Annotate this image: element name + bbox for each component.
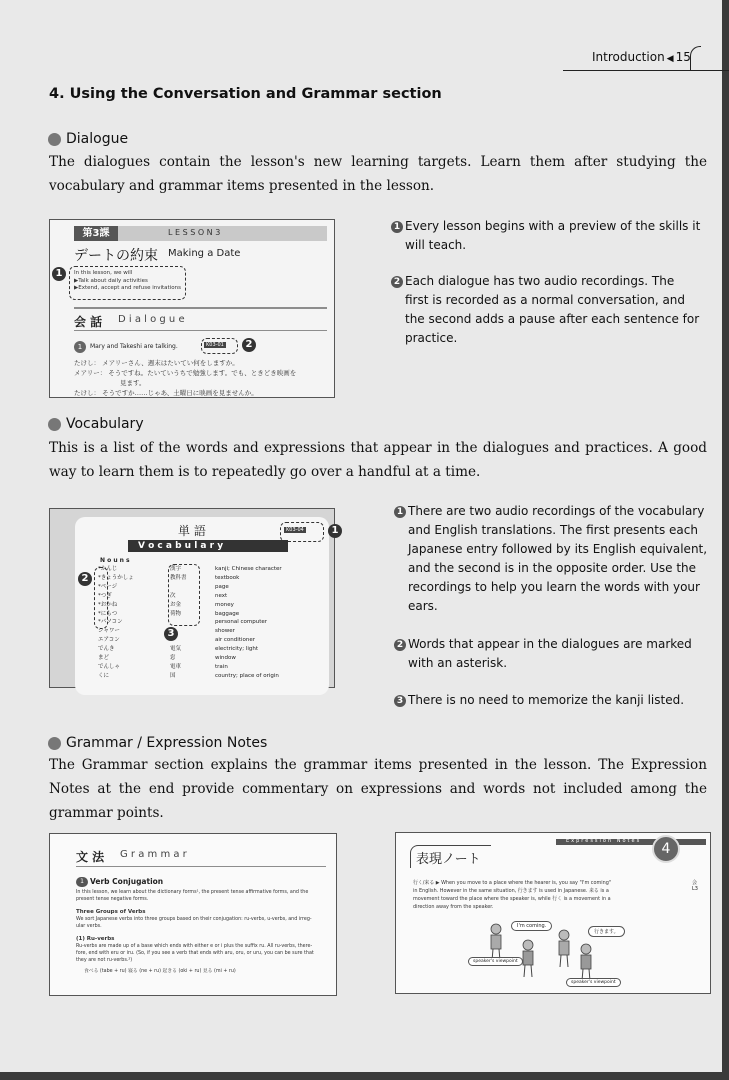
page-header (592, 50, 691, 64)
vocab-note-2: 2 Words that appear in the dialogues are marked with an asterisk. (394, 635, 714, 673)
vocab-row: *きょうかしょ 教科書 textbook (98, 574, 240, 581)
grammar-word: G r a m m a r (120, 849, 187, 860)
vocab-row: *にもつ 荷物 baggage (98, 610, 240, 617)
vocabulary-paragraph: This is a list of the words and expressions that appear in the dialogues and practices. A good way to learn them is to repeatedly go over a handful at a time. (49, 440, 707, 480)
vocab-note-1: 1 There are two audio recordings of the vocabulary and English translations. The first presents each Japanese entry followed by its English equivalent, and the second is in the opposite order. Use the recordings to help you learn the words with your ears. (394, 502, 714, 616)
grammar-section-title: Verb Conjugation (90, 877, 164, 886)
vocab-row: でんき 電気 electricity; light (98, 646, 259, 653)
vocab-row: *つぎ 次 next (98, 592, 228, 599)
dialogue-paragraph: The dialogues contain the lesson's new learning targets. Learn them after studying the vocabulary and grammar items presented in the lesson. (49, 154, 707, 194)
speech-bubble-1: I'm coming. (511, 921, 552, 931)
audio-label: K03-04 (286, 527, 304, 533)
vocab-row: くに 国 country; place of origin (98, 672, 279, 679)
expression-badge: 4 (652, 835, 680, 863)
marker-2: 2 (78, 572, 92, 586)
nouns-label: N o u n s (100, 557, 130, 564)
note-number-3: 3 (394, 695, 406, 707)
tango-label: 単 語 (178, 524, 206, 538)
dialogue-title-en: Making a Date (168, 248, 241, 259)
marker-1: 1 (328, 524, 342, 538)
vocab-row: *おかね お金 money (98, 601, 234, 608)
lesson-word: L E S S O N 3 (168, 228, 221, 237)
vocab-row: まど 窓 window (98, 655, 236, 662)
marker-1: 1 (52, 267, 66, 281)
vocab-row: でんしゃ 電車 train (98, 663, 228, 670)
marker-3: 3 (164, 627, 178, 641)
marker-2: 2 (242, 338, 256, 352)
note-number-2: 2 (394, 639, 406, 651)
speech-bubble-2: 行きます。 (588, 926, 625, 937)
lesson-marker: 会 L3 (692, 880, 698, 892)
note-number-1: 1 (394, 506, 406, 518)
expression-title: 表現ノート (416, 852, 481, 867)
note-number-1: 1 (391, 221, 403, 233)
bullet-dot-icon (48, 737, 61, 750)
viewpoint-label-1: speaker's viewpoint (468, 957, 523, 966)
note-number-2: 2 (391, 276, 403, 288)
expression-notes-figure: Expression Notes 4 表現ノート 会 L3 行く/来る ▶ When you move to a place where the hearer is, you say "I'm coming" in English. However in the same situation, 行きます is used in Japanese. 来る is a movement toward the place where the speaker is, while 行く is a movement in a direction away from the speaker. I'm coming. 行きます。 speaker's viewpoint speaker's viewpoint (395, 832, 711, 994)
header-section: Introduction (592, 50, 665, 64)
subheading-grammar: Grammar / Expression Notes (48, 735, 267, 751)
vocab-row: シャワー shower (98, 628, 235, 635)
scene-text: Mary and Takeshi are talking. (90, 343, 178, 350)
vocabulary-figure (49, 508, 339, 688)
dialogue-title-jp: デートの約束 (74, 248, 158, 264)
grammar-paragraph: The Grammar section explains the grammar items presented in the lesson. The Expression Notes at the end provide commentary on expressions and words not included among the grammar points. (49, 757, 707, 821)
vocab-row: *ページ page (98, 583, 229, 590)
vocab-row: エアコン air conditioner (98, 637, 255, 644)
bullet-dot-icon (48, 418, 61, 431)
vocab-note-3: 3 There is no need to memorize the kanji listed. (394, 691, 714, 710)
dialogue-note-2: 2 Each dialogue has two audio recordings. The first is recorded as a normal conversation, and the second adds a pause after each sentence for practice. (391, 272, 711, 348)
subheading-vocabulary: Vocabulary (48, 416, 144, 432)
vocab-table (98, 565, 328, 681)
kaiwa-label: 会 話 (74, 315, 103, 329)
subheading-dialogue: Dialogue (48, 131, 128, 147)
people-illustration (476, 919, 616, 987)
vocab-row: *かんじ 漢字 kanji; Chinese character (98, 566, 282, 572)
grammar-number: 1 (76, 877, 88, 887)
lesson-tag: 第3課 (74, 226, 118, 241)
triangle-left-icon: ◀ (666, 54, 674, 64)
vocab-word: V o c a b u l a r y (138, 541, 224, 551)
bunpo-label: 文 法 (76, 850, 105, 864)
grammar-figure: 文 法 G r a m m a r 1 Verb Conjugation In this lesson, we learn about the dictionary forms¹, the present tense affirmative forms, and the present tense negative forms. Three Groups of Verbs We sort Japanese verbs into three groups based on their conjugation: ru-verbs, u-verbs, and irreg- ular verbs. (1) Ru-verbs Ru-verbs are made up of a base which ends with either e or i plus the suffix ru. All ru-verbs, there- fore, end with eru or iru. (So, if you see a verb that ends with aru, oru, or uru, you can be sure that they are not ru-verbs.²) 食べる (tabe + ru) 寝る (ne + ru) 起きる (oki + ru) 見る (mi + ru) (49, 833, 337, 996)
bullet-dot-icon (48, 133, 61, 146)
dialogue-badge: 1 (74, 341, 86, 353)
expression-band-label: Expression Notes (566, 838, 642, 844)
vocab-row: *パソコン personal computer (98, 619, 268, 626)
audio-label: K03-01 (206, 342, 224, 348)
section-heading: 4. Using the Conversation and Grammar section (49, 86, 442, 102)
dialogue-note-1: 1 Every lesson begins with a preview of the skills it will teach. (391, 217, 711, 255)
dialogue-word: D i a l o g u e (118, 314, 185, 325)
dialogue-figure: 第3課 L E S S O N 3 デートの約束 Making a Date In this lesson, we will ▶Talk about daily activities ▶Extend, accept and refuse invitations 1 会 話 D i a l o g u e 1 Mary and Takeshi are talking. K03-01 2 たけし： メアリーさん、週末はたいてい何をしますか。 メアリー： そうですね。たいていうちで勉強します。でも、ときどき映画を 見ます。 たけし： そうですか……じゃあ、土曜日に映画を見ませんか。 (49, 219, 335, 398)
page-number: 15 (675, 50, 691, 64)
viewpoint-label-2: speaker's viewpoint (566, 978, 621, 987)
